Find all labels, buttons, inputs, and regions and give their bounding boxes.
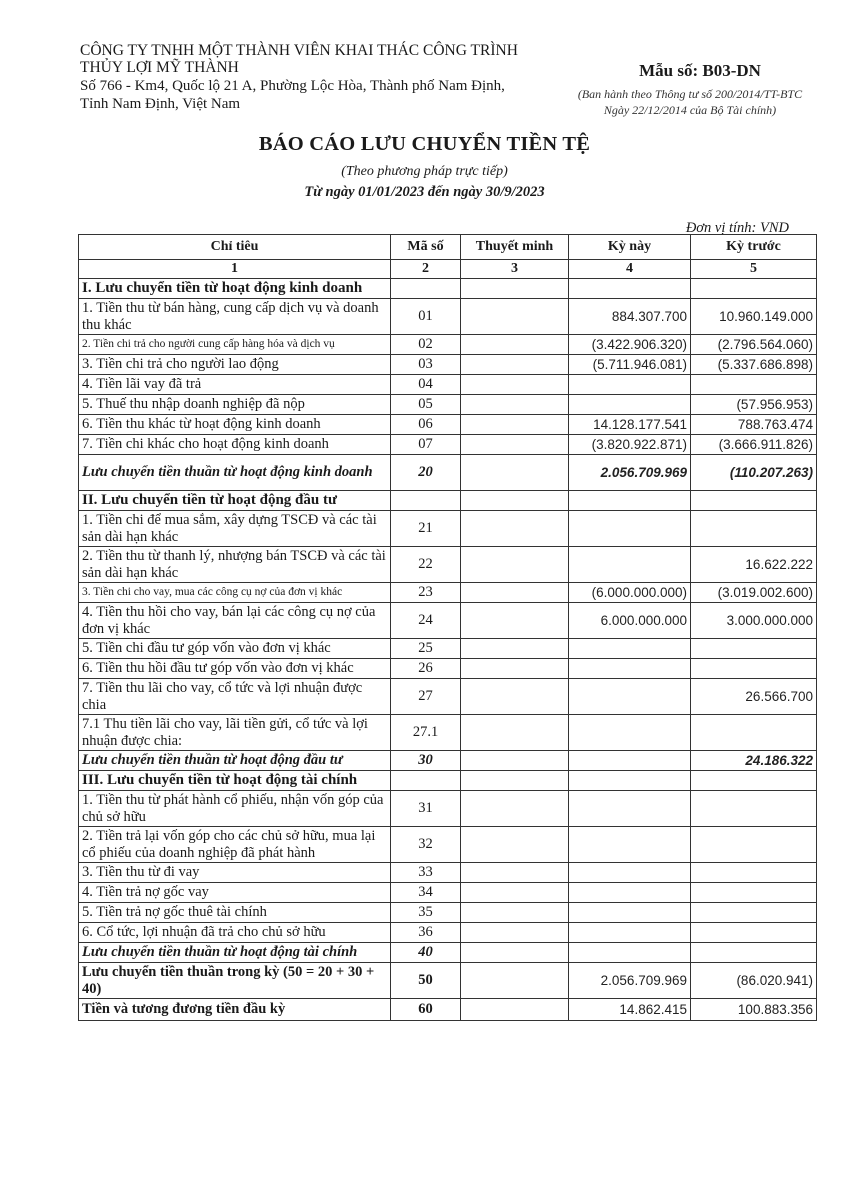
row-code: 01 <box>391 299 461 335</box>
table-row <box>79 679 817 715</box>
table-row <box>79 415 817 435</box>
row-label: 6. Tiền thu khác từ hoạt động kinh doanh <box>79 415 391 435</box>
row-label: 3. Tiền thu từ đi vay <box>79 863 391 883</box>
row-note <box>461 375 569 395</box>
form-note-line2: Ngày 22/12/2014 của Bộ Tài chính) <box>603 103 777 117</box>
row-label: 5. Thuế thu nhập doanh nghiệp đã nộp <box>79 395 391 415</box>
row-previous-period <box>691 771 817 791</box>
row-previous-period <box>691 279 817 299</box>
table-row <box>79 883 817 903</box>
report-title: BÁO CÁO LƯU CHUYỂN TIỀN TỆ <box>258 133 591 155</box>
table-row <box>79 279 817 299</box>
row-note <box>461 435 569 455</box>
row-current-period <box>569 659 691 679</box>
row-code: 05 <box>391 395 461 415</box>
row-code: 02 <box>391 335 461 355</box>
row-current-period <box>569 943 691 963</box>
form-note-line1: (Ban hành theo Thông tư số 200/2014/TT-BTC <box>577 87 803 101</box>
row-current-period: 884.307.700 <box>569 299 691 335</box>
column-header-code: Mã số <box>391 235 461 260</box>
row-current-period: 6.000.000.000 <box>569 603 691 639</box>
company-name-line1: CÔNG TY TNHH MỘT THÀNH VIÊN KHAI THÁC CÔNG TRÌNH <box>80 42 518 59</box>
row-previous-period: 788.763.474 <box>691 415 817 435</box>
row-note <box>461 335 569 355</box>
row-label: Lưu chuyển tiền thuần trong kỳ (50 = 20 + 30 + 40) <box>79 963 391 999</box>
row-code: 04 <box>391 375 461 395</box>
row-note <box>461 491 569 511</box>
row-current-period: (5.711.946.081) <box>569 355 691 375</box>
row-previous-period: (86.020.941) <box>691 963 817 999</box>
table-row <box>79 603 817 639</box>
row-previous-period <box>691 883 817 903</box>
row-previous-period: (5.337.686.898) <box>691 355 817 375</box>
table-row <box>79 375 817 395</box>
row-label: Lưu chuyển tiền thuần từ hoạt động đầu tư <box>79 751 391 771</box>
row-note <box>461 903 569 923</box>
row-label: 1. Tiền thu từ phát hành cổ phiếu, nhận vốn góp của chủ sở hữu <box>79 791 391 827</box>
row-previous-period <box>691 863 817 883</box>
row-code: 06 <box>391 415 461 435</box>
row-previous-period <box>691 491 817 511</box>
row-note <box>461 279 569 299</box>
row-previous-period: 100.883.356 <box>691 999 817 1021</box>
row-label: Tiền và tương đương tiền đầu kỳ <box>79 999 391 1021</box>
table-row <box>79 903 817 923</box>
row-code: 34 <box>391 883 461 903</box>
row-previous-period <box>691 903 817 923</box>
row-code: 07 <box>391 435 461 455</box>
column-number: 5 <box>691 260 817 279</box>
row-code: 22 <box>391 547 461 583</box>
row-note <box>461 659 569 679</box>
row-current-period <box>569 751 691 771</box>
company-address-line1: Số 766 - Km4, Quốc lộ 21 A, Phường Lộc Hòa, Thành phố Nam Định, <box>80 78 505 94</box>
row-current-period <box>569 375 691 395</box>
company-name-line2: THỦY LỢI MỸ THÀNH <box>80 59 239 76</box>
column-number: 1 <box>79 260 391 279</box>
row-current-period: 14.862.415 <box>569 999 691 1021</box>
row-current-period <box>569 679 691 715</box>
row-previous-period: 3.000.000.000 <box>691 603 817 639</box>
row-note <box>461 455 569 491</box>
row-previous-period: 16.622.222 <box>691 547 817 583</box>
table-row <box>79 963 817 999</box>
row-note <box>461 639 569 659</box>
row-label: 6. Tiền thu hồi đầu tư góp vốn vào đơn vị khác <box>79 659 391 679</box>
table-row <box>79 395 817 415</box>
row-current-period: (6.000.000.000) <box>569 583 691 603</box>
row-code: 32 <box>391 827 461 863</box>
table-row <box>79 827 817 863</box>
row-current-period <box>569 827 691 863</box>
row-code: 60 <box>391 999 461 1021</box>
column-number: 4 <box>569 260 691 279</box>
row-label: 2. Tiền chi trả cho người cung cấp hàng hóa và dịch vụ <box>79 335 391 355</box>
table-row <box>79 335 817 355</box>
row-note <box>461 299 569 335</box>
row-current-period <box>569 491 691 511</box>
row-note <box>461 511 569 547</box>
column-number: 3 <box>461 260 569 279</box>
row-note <box>461 883 569 903</box>
row-label: III. Lưu chuyển tiền từ hoạt động tài chính <box>79 771 391 791</box>
row-previous-period <box>691 791 817 827</box>
row-note <box>461 963 569 999</box>
row-code <box>391 491 461 511</box>
row-code: 24 <box>391 603 461 639</box>
row-label: 2. Tiền trả lại vốn góp cho các chủ sở hữu, mua lại cổ phiếu của doanh nghiệp đã phát hành <box>79 827 391 863</box>
row-code: 40 <box>391 943 461 963</box>
row-current-period: 2.056.709.969 <box>569 963 691 999</box>
currency-unit: Đơn vị tính: VND <box>685 220 789 236</box>
row-code <box>391 771 461 791</box>
column-header-note: Thuyết minh <box>461 235 569 260</box>
table-row <box>79 999 817 1021</box>
row-current-period <box>569 883 691 903</box>
table-row <box>79 659 817 679</box>
table-row <box>79 715 817 751</box>
row-current-period <box>569 639 691 659</box>
row-current-period <box>569 923 691 943</box>
row-code: 31 <box>391 791 461 827</box>
form-code: Mẫu số: B03-DN <box>639 61 761 80</box>
row-label: 7.1 Thu tiền lãi cho vay, lãi tiền gửi, cổ tức và lợi nhuận được chia: <box>79 715 391 751</box>
row-current-period: (3.422.906.320) <box>569 335 691 355</box>
row-note <box>461 771 569 791</box>
row-previous-period: (57.956.953) <box>691 395 817 415</box>
row-label: 3. Tiền chi cho vay, mua các công cụ nợ của đơn vị khác <box>79 583 391 603</box>
row-label: 6. Cổ tức, lợi nhuận đã trả cho chủ sở hữu <box>79 923 391 943</box>
table-row <box>79 771 817 791</box>
row-previous-period: 26.566.700 <box>691 679 817 715</box>
row-code: 50 <box>391 963 461 999</box>
row-current-period: 14.128.177.541 <box>569 415 691 435</box>
row-previous-period <box>691 943 817 963</box>
report-subtitle: (Theo phương pháp trực tiếp) <box>341 164 508 179</box>
row-previous-period: (3.019.002.600) <box>691 583 817 603</box>
row-previous-period <box>691 639 817 659</box>
row-note <box>461 715 569 751</box>
row-previous-period <box>691 375 817 395</box>
column-header-current: Kỳ này <box>569 235 691 260</box>
row-previous-period <box>691 511 817 547</box>
row-current-period: 2.056.709.969 <box>569 455 691 491</box>
row-note <box>461 415 569 435</box>
form-info <box>540 60 840 118</box>
row-label: 4. Tiền thu hồi cho vay, bán lại các công cụ nợ của đơn vị khác <box>79 603 391 639</box>
row-current-period <box>569 279 691 299</box>
row-note <box>461 943 569 963</box>
row-note <box>461 395 569 415</box>
table-row <box>79 355 817 375</box>
row-note <box>461 355 569 375</box>
column-header-indicator: Chỉ tiêu <box>79 235 391 260</box>
table-row <box>79 435 817 455</box>
row-previous-period: 10.960.149.000 <box>691 299 817 335</box>
row-label: 4. Tiền lãi vay đã trả <box>79 375 391 395</box>
row-current-period <box>569 903 691 923</box>
row-note <box>461 679 569 715</box>
row-label: 5. Tiền chi đầu tư góp vốn vào đơn vị khác <box>79 639 391 659</box>
row-code: 25 <box>391 639 461 659</box>
row-previous-period <box>691 715 817 751</box>
row-current-period <box>569 395 691 415</box>
row-label: Lưu chuyển tiền thuần từ hoạt động tài chính <box>79 943 391 963</box>
row-label: 2. Tiền thu từ thanh lý, nhượng bán TSCĐ và các tài sản dài hạn khác <box>79 547 391 583</box>
column-header-previous: Kỳ trước <box>691 235 817 260</box>
company-address-line2: Tỉnh Nam Định, Việt Nam <box>80 96 241 112</box>
row-current-period <box>569 511 691 547</box>
table-row <box>79 547 817 583</box>
row-label: II. Lưu chuyển tiền từ hoạt động đầu tư <box>79 491 391 511</box>
row-previous-period: (110.207.263) <box>691 455 817 491</box>
row-note <box>461 547 569 583</box>
row-label: 7. Tiền chi khác cho hoạt động kinh doanh <box>79 435 391 455</box>
table-row <box>79 863 817 883</box>
row-note <box>461 583 569 603</box>
row-code: 03 <box>391 355 461 375</box>
table-row <box>79 791 817 827</box>
row-previous-period: (3.666.911.826) <box>691 435 817 455</box>
table-row <box>79 639 817 659</box>
cash-flow-table <box>78 234 817 1021</box>
row-label: 3. Tiền chi trả cho người lao động <box>79 355 391 375</box>
row-code: 27 <box>391 679 461 715</box>
table-row <box>79 491 817 511</box>
table-row <box>79 943 817 963</box>
row-current-period <box>569 771 691 791</box>
row-current-period <box>569 715 691 751</box>
table-row <box>79 751 817 771</box>
row-note <box>461 923 569 943</box>
row-previous-period <box>691 659 817 679</box>
table-row <box>79 923 817 943</box>
row-code <box>391 279 461 299</box>
row-label: Lưu chuyển tiền thuần từ hoạt động kinh doanh <box>79 455 391 491</box>
row-code: 20 <box>391 455 461 491</box>
row-label: I. Lưu chuyển tiền từ hoạt động kinh doanh <box>79 279 391 299</box>
row-label: 1. Tiền thu từ bán hàng, cung cấp dịch vụ và doanh thu khác <box>79 299 391 335</box>
row-label: 1. Tiền chi để mua sắm, xây dựng TSCĐ và các tài sản dài hạn khác <box>79 511 391 547</box>
row-label: 7. Tiền thu lãi cho vay, cổ tức và lợi nhuận được chia <box>79 679 391 715</box>
row-code: 21 <box>391 511 461 547</box>
row-code: 33 <box>391 863 461 883</box>
row-code: 35 <box>391 903 461 923</box>
row-code: 26 <box>391 659 461 679</box>
row-code: 27.1 <box>391 715 461 751</box>
row-note <box>461 827 569 863</box>
row-current-period <box>569 863 691 883</box>
table-row <box>79 455 817 491</box>
row-note <box>461 791 569 827</box>
row-current-period <box>569 547 691 583</box>
row-current-period <box>569 791 691 827</box>
row-note <box>461 603 569 639</box>
row-previous-period: (2.796.564.060) <box>691 335 817 355</box>
table-header-row <box>79 235 817 260</box>
row-note <box>461 751 569 771</box>
report-period: Từ ngày 01/01/2023 đến ngày 30/9/2023 <box>304 184 545 200</box>
row-previous-period <box>691 923 817 943</box>
table-row <box>79 583 817 603</box>
table-row <box>79 299 817 335</box>
row-code: 30 <box>391 751 461 771</box>
row-note <box>461 863 569 883</box>
company-info <box>80 42 540 113</box>
table-row <box>79 511 817 547</box>
row-code: 23 <box>391 583 461 603</box>
table-header-number-row <box>79 260 817 279</box>
row-current-period: (3.820.922.871) <box>569 435 691 455</box>
row-label: 4. Tiền trả nợ gốc vay <box>79 883 391 903</box>
row-note <box>461 999 569 1021</box>
column-number: 2 <box>391 260 461 279</box>
row-previous-period: 24.186.322 <box>691 751 817 771</box>
row-previous-period <box>691 827 817 863</box>
row-label: 5. Tiền trả nợ gốc thuê tài chính <box>79 903 391 923</box>
row-code: 36 <box>391 923 461 943</box>
